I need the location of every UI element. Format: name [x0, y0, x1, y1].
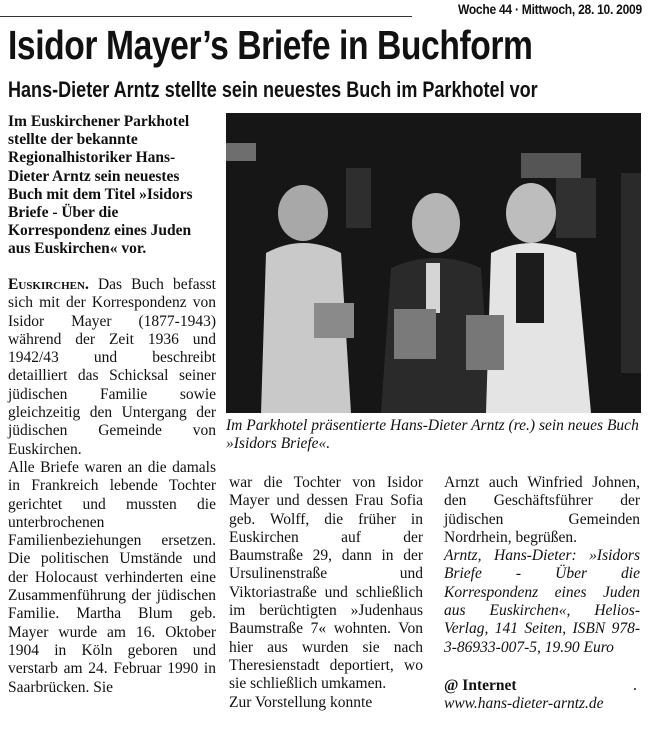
column-2 [229, 474, 423, 712]
header-rule [0, 16, 412, 17]
internet-link[interactable]: www.hans-dieter-arntz.de [444, 695, 604, 713]
subheadline: Hans-Dieter Arntz stellte sein neuestes Buch im Parkhotel vor [8, 77, 538, 102]
issue-date: Woche 44 · Mittwoch, 28. 10. 2009 [458, 1, 642, 17]
headline: Isidor Mayer’s Briefe in Buchform [8, 22, 533, 68]
column-3 [444, 474, 640, 714]
dateline: Euskirchen. [8, 276, 89, 293]
print-speck [634, 688, 636, 690]
photo-caption: Im Parkhotel präsentierte Hans-Dieter Arntz (re.) sein neues Buch »Isidors Briefe«. [226, 417, 639, 452]
photo-image [226, 113, 641, 413]
article-photo [226, 113, 641, 413]
internet-label: @ Internet [444, 676, 517, 694]
body-paragraph-3: Zur Vorstellung konnte [229, 693, 373, 711]
book-info: Arntz, Hans-Dieter: »Isidors Briefe - Über die Korrespondenz eines Juden aus Euskirchen«, Helios-Verlag, 141 Seiten, ISBN 978-3-86933-007-5, 19.90 Euro [444, 547, 640, 656]
body-paragraph-3-continued: Arnzt auch Winfried Johnen, den Geschäftsführer der jüdischen Gemeinden Nordrhein, begrüßen. [444, 474, 640, 546]
body-paragraph-1: Euskirchen. Das Buch befasst sich mit der Korrespondenz von Isidor Mayer (1877-1943) während der Zeit 1936 und 1942/43 und beschreibt detailliert das Schicksal seiner jüdischen Familie sowie gleichzeitig den Untergang der jüdischen Gemeinde von Euskirchen. [8, 276, 216, 458]
page-header [0, 0, 650, 22]
body-paragraph-2: Alle Briefe waren an die damals in Frankreich lebende Tochter gerichtet und mussten die unterbrochenen Familienbeziehungen ersetzen. Die politischen Umstände und der Holocaust verhinderten eine Zusammenführung der jüdischen Familie. Martha Blum geb. Mayer wurde am 16. Oktober 1904 in Köln geboren und verstarb am 24. Februar 1990 in Saarbrücken. Sie [8, 458, 216, 696]
lead-paragraph: Im Euskirchener Parkhotel stellte der bekannte Regionalhistoriker Hans-Dieter Arntz sein neuestes Buch mit dem Titel »Isidors Briefe - Über die Korrespondenz eines Juden aus Euskirchen« vor. [8, 113, 193, 258]
body-paragraph-2-continued: war die Tochter von Isidor Mayer und dessen Frau Sofia geb. Wolff, die früher in Euskirchen auf der Baumstraße 29, dann in der Ursulinenstraße und Viktoriastraße und schließlich im berüchtigten »Judenhaus Baumstraße 7« wohnten. Von hier aus wurden sie nach Theresienstadt deportiert, wo sie schließlich umkamen. [229, 474, 423, 693]
column-1 [8, 276, 216, 697]
